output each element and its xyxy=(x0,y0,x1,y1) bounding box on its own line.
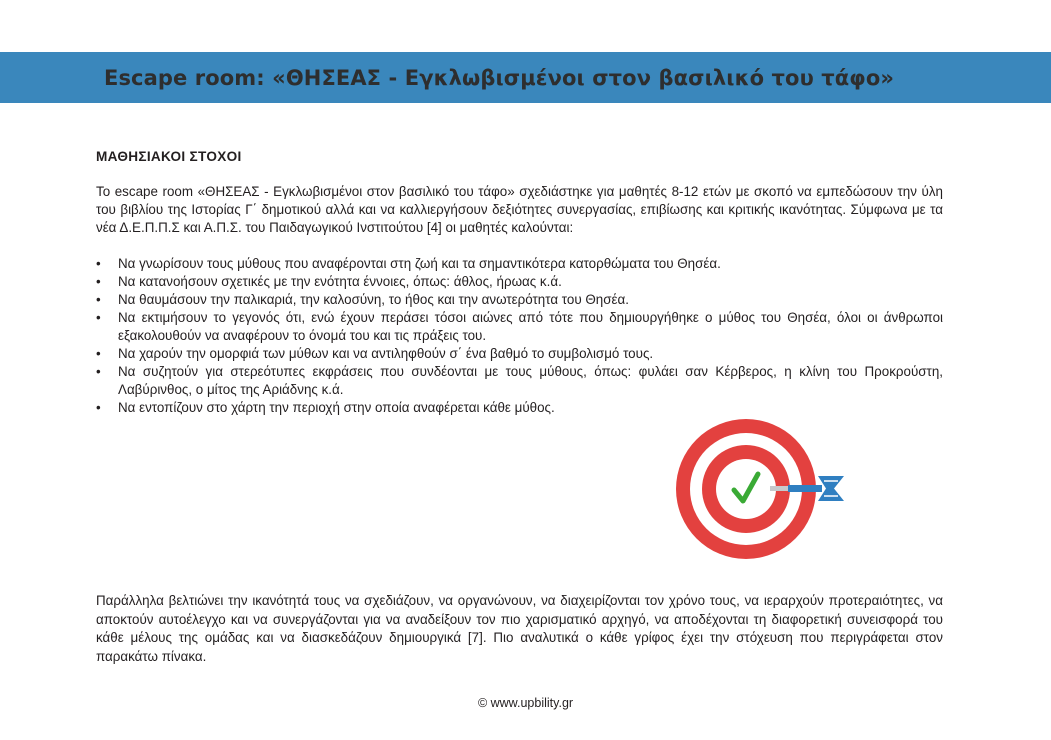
closing-paragraph: Παράλληλα βελτιώνει την ικανότητά τους να σχεδιάζουν, να οργανώνουν, να διαχειρίζονται τον χρόνο τους, να ιεραρχούν προτεραιότητες, να αποκτούν αυτοέλεγχο και να συνεργάζονται για να αναδείξουν τον πιο χαρισματικό αρχηγό, να αποδέχονται τη διαφορετική συνεισφορά του κάθε μέλους της ομάδας και να διασκεδάζουν δημιουργικά [7]. Πιο αναλυτικά ο κάθε γρίφος έχει την στόχευση που περιγράφεται στον παρακάτω πίνακα. xyxy=(96,593,943,664)
target-center xyxy=(716,459,776,519)
bullet-icon: • xyxy=(96,364,101,379)
bullet-icon: • xyxy=(96,346,101,361)
section-heading: ΜΑΘΗΣΙΑΚΟΙ ΣΤΟΧΟΙ xyxy=(96,149,242,164)
list-item: • Να εντοπίζουν στο χάρτη την περιοχή στην οποία αναφέρεται κάθε μύθος. xyxy=(96,400,555,415)
list-item: • Να εκτιμήσουν το γεγονός ότι, ενώ έχουν περάσει τόσοι αιώνες από τότε που δημιουργήθηκε ο μύθος του Θησέα, όλοι οι άνθρωποι εξακολουθούν να αναφέρουν το όνομά του και τις πράξεις του. xyxy=(96,310,943,343)
bullet-icon: • xyxy=(96,400,101,415)
bullet-icon: • xyxy=(96,292,101,307)
intro-paragraph: Το escape room «ΘΗΣΕΑΣ - Εγκλωβισμένοι στον βασιλικό του τάφο» σχεδιάστηκε για μαθητές 8-12 ετών με σκοπό να εμπεδώσουν την ύλη του βιβλίου της Ιστορίας Γ΄ δημοτικού αλλά και να καλλιεργήσουν δεξιότητες συνεργασίας, επιβίωσης και κριτικής ικανότητας. Σύμφωνα με τα νέα Δ.Ε.Π.Π.Σ και Α.Π.Σ. του Παιδαγωγικού Ινστιτούτου [4] οι μαθητές καλούνται: xyxy=(96,184,943,235)
bullet-icon: • xyxy=(96,256,101,271)
list-item: • Να γνωρίσουν τους μύθους που αναφέρονται στη ζωή και τα σημαντικότερα κατορθώματα του Θησέα. xyxy=(96,256,721,271)
target-illustration xyxy=(674,416,846,562)
list-item: • Να κατανοήσουν σχετικές με την ενότητα έννοιες, όπως: άθλος, ήρωας κ.ά. xyxy=(96,274,562,289)
dart-shaft xyxy=(788,485,822,492)
learning-objectives-section xyxy=(96,148,943,417)
bullet-icon: • xyxy=(96,274,101,289)
bullet-icon: • xyxy=(96,310,101,325)
target-with-dart-icon xyxy=(674,416,846,562)
header-banner xyxy=(0,52,1051,103)
list-item: • Να συζητούν για στερεότυπες εκφράσεις που συνδέονται με τους μύθους, όπως: φυλάει σαν Κέρβερος, η κλίνη του Προκρούστη, Λαβύρινθος, ο μίτος της Αριάδνης κ.ά. xyxy=(96,364,943,397)
objectives-list xyxy=(96,255,943,417)
list-item: • Να χαρούν την ομορφιά των μύθων και να αντιληφθούν σ΄ ένα βαθμό το συμβολισμό τους. xyxy=(96,346,654,361)
list-item: • Να θαυμάσουν την παλικαριά, την καλοσύνη, το ήθος και την ανωτερότητα του Θησέα. xyxy=(96,292,629,307)
footer-copyright: © www.upbility.gr xyxy=(477,696,574,710)
page-title: Escape room: «ΘΗΣΕΑΣ - Εγκλωβισμένοι στον βασιλικό του τάφο» xyxy=(104,66,895,90)
